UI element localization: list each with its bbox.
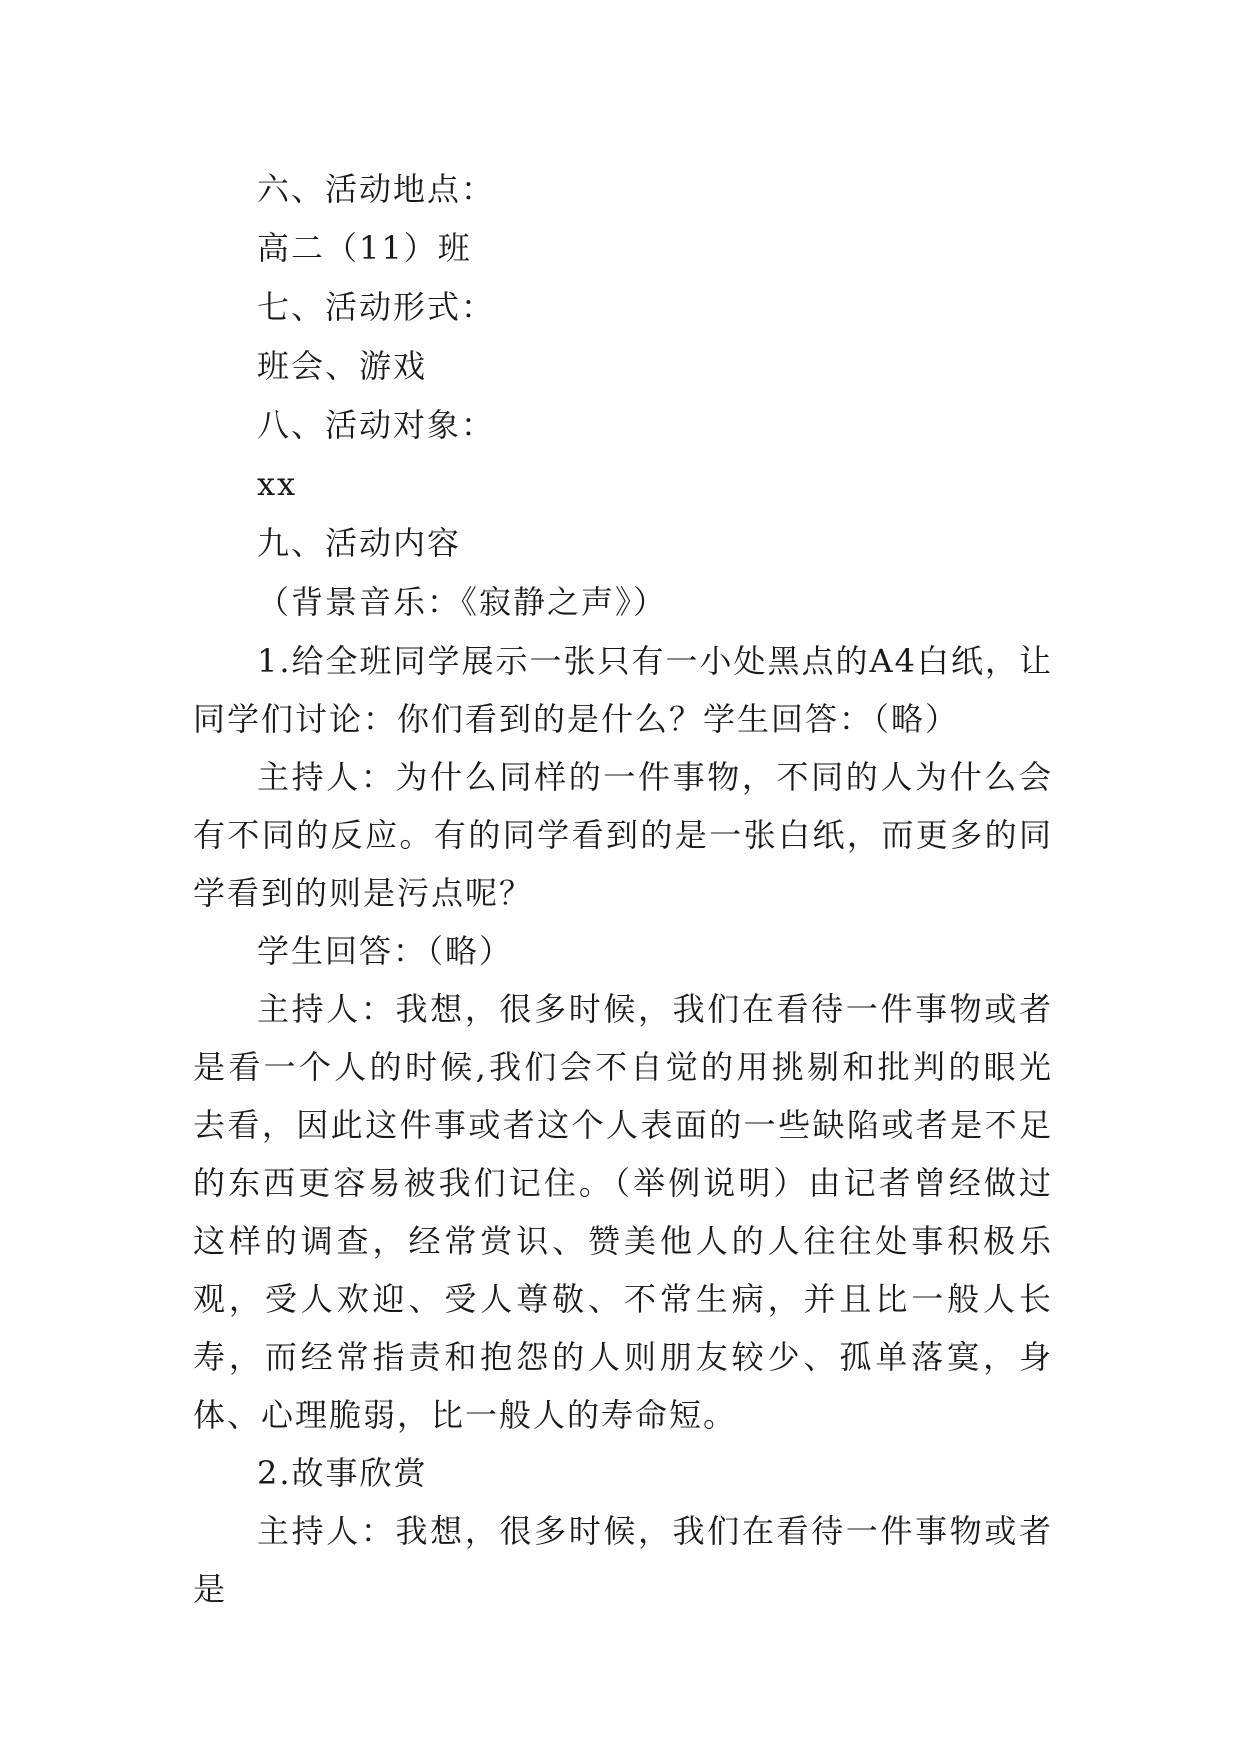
paragraph-host-question: 主持人：为什么同样的一件事物，不同的人为什么会有不同的反应。有的同学看到的是一张白纸，而更多的同学看到的则是污点呢？: [193, 758, 1053, 912]
paragraph-student-answer: 学生回答：（略）: [257, 932, 514, 970]
paragraph-host-continued: 主持人：我想，很多时候，我们在看待一件事物或者是: [193, 1512, 1053, 1608]
background-music-note: （背景音乐：《寂静之声》）: [257, 583, 668, 621]
heading-activity-target: 八、活动对象：: [257, 406, 496, 444]
paragraph-host-explanation: 主持人：我想，很多时候，我们在看待一件事物或者是看一个人的时候,我们会不自觉的用挑剔和批判的眼光去看，因此这件事或者这个人表面的一些缺陷或者是不足的东西更容易被我们记住。（举例说明）由记者曾经做过这样的调查，经常赏识、赞美他人的人往往处事积极乐观，受人欢迎、受人尊敬、不常生病，并且比一般人长寿，而经常指责和抱怨的人则朋友较少、孤单落寞，身体、心理脆弱，比一般人的寿命短。: [193, 990, 1053, 1434]
heading-activity-content: 九、活动内容: [257, 524, 462, 562]
paragraph-step-1: 1.给全班同学展示一张只有一小处黑点的A4白纸，让同学们讨论：你们看到的是什么？学生回答：（略）: [193, 642, 1054, 738]
activity-form-value: 班会、游戏: [257, 347, 428, 385]
activity-target-value: xx: [257, 465, 298, 503]
heading-activity-location: 六、活动地点：: [257, 170, 496, 208]
activity-location-value: 高二（11）班: [257, 229, 472, 267]
paragraph-step-2: 2.故事欣赏: [257, 1454, 428, 1492]
heading-activity-form: 七、活动形式：: [257, 288, 496, 326]
document-body: [193, 160, 1053, 1618]
